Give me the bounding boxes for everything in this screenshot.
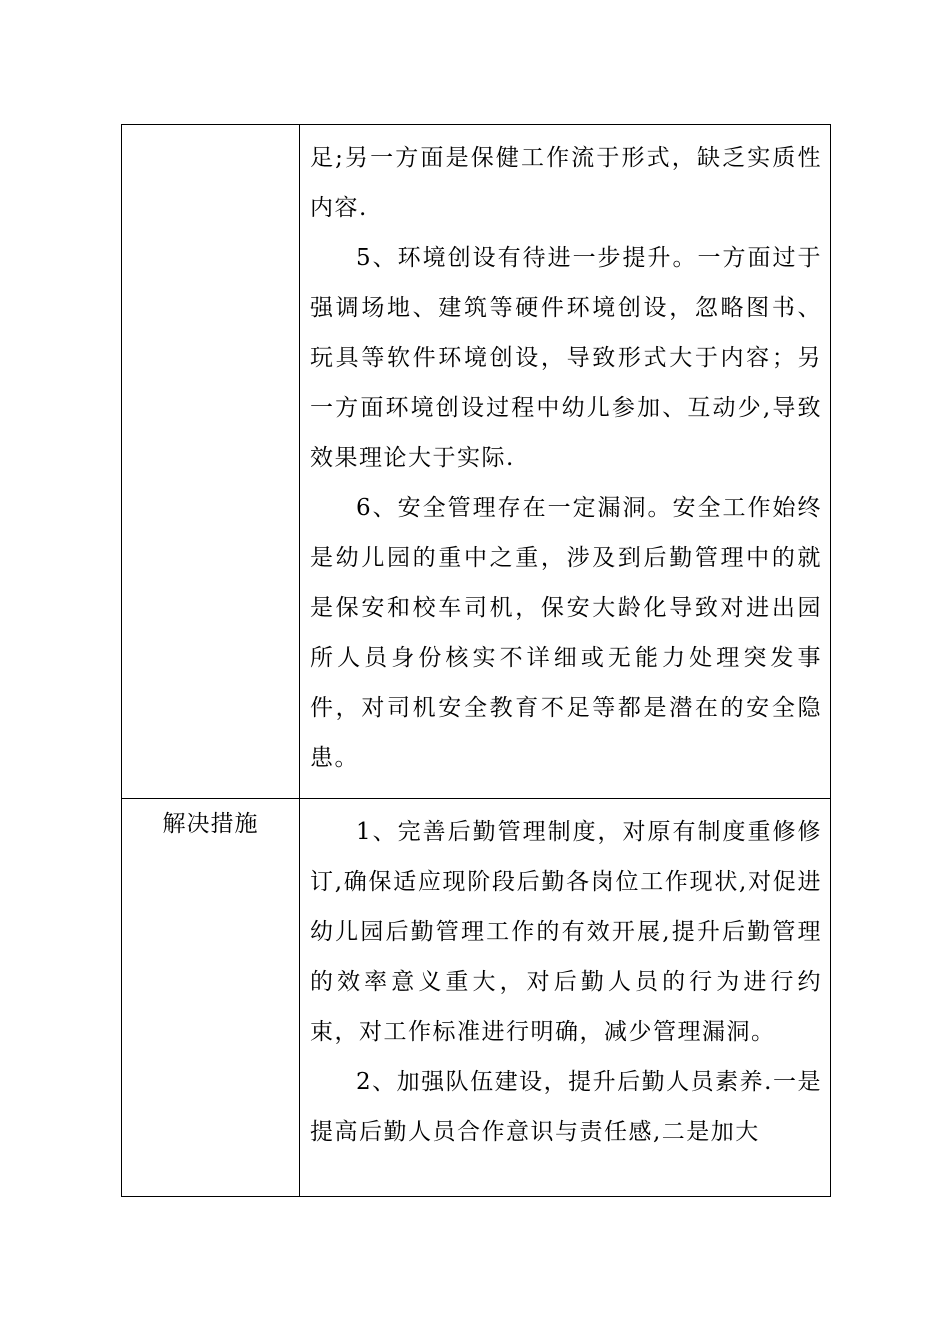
table-row bbox=[122, 799, 831, 1197]
row-label-cell bbox=[122, 799, 300, 1197]
row-content-cell bbox=[300, 125, 831, 799]
paragraph: 6、安全管理存在一定漏洞。安全工作始终是幼儿园的重中之重，涉及到后勤管理中的就是保安和校车司机，保安大龄化导致对进出园所人员身份核实不详细或无能力处理突发事件，对司机安全教育不足等都是潜在的安全隐患。 bbox=[310, 495, 822, 771]
row-content-cell bbox=[300, 799, 831, 1197]
paragraph: 5、环境创设有待进一步提升。一方面过于强调场地、建筑等硬件环境创设，忽略图书、玩具等软件环境创设，导致形式大于内容；另一方面环境创设过程中幼儿参加、互动少,导致效果理论大于实际. bbox=[310, 245, 822, 471]
row-label: 解决措施 bbox=[162, 811, 259, 837]
paragraph: 1、完善后勤管理制度，对原有制度重修修订,确保适应现阶段后勤各岗位工作现状,对促进幼儿园后勤管理工作的有效开展,提升后勤管理的效率意义重大，对后勤人员的行为进行约束，对工作标准进行明确，减少管理漏洞。 bbox=[310, 819, 822, 1045]
paragraph: 2、加强队伍建设，提升后勤人员素养.一是提高后勤人员合作意识与责任感,二是加大 bbox=[310, 1069, 822, 1145]
row-label-cell bbox=[122, 125, 300, 799]
content-table bbox=[121, 124, 831, 1197]
table-row bbox=[122, 125, 831, 799]
paragraph: 足;另一方面是保健工作流于形式，缺乏实质性内容. bbox=[310, 145, 822, 221]
